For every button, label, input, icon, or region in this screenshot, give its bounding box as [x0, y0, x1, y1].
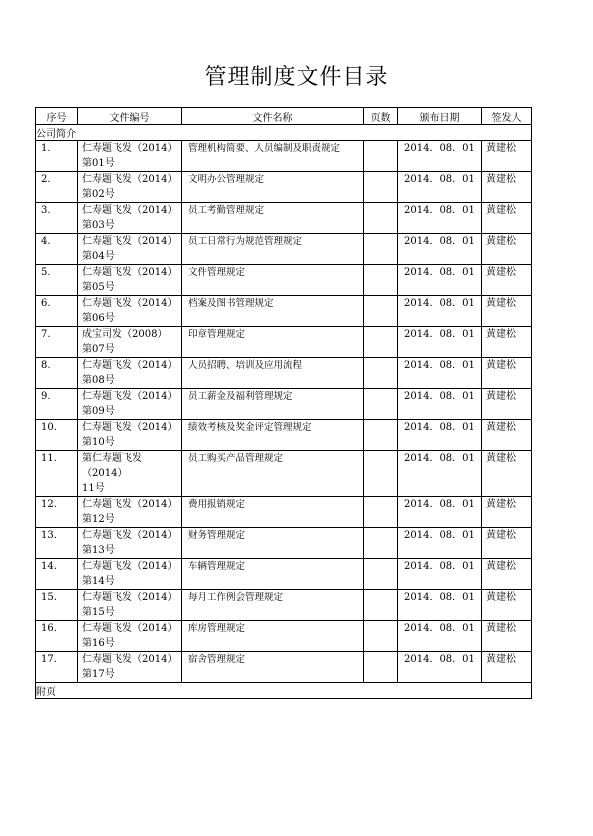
table-row — [36, 234, 532, 265]
row-signer: 黄建松 — [482, 172, 532, 203]
row-issue-date: 2014．08．01 — [398, 389, 482, 420]
row-issue-date: 2014．08．01 — [398, 172, 482, 203]
document-index-table — [35, 107, 532, 699]
row-signer: 黄建松 — [482, 265, 532, 296]
row-signer: 黄建松 — [482, 234, 532, 265]
header-issue-date: 颁布日期 — [398, 108, 482, 125]
section-row-appendix — [36, 683, 532, 699]
row-doc-code-line2: 第16号 — [82, 638, 115, 649]
row-issue-date: 2014．08．01 — [398, 559, 482, 590]
header-doc-name: 文件名称 — [182, 108, 364, 125]
row-doc-name: 费用报销规定 — [182, 497, 364, 528]
row-doc-code-line1: 仁寿题飞发（2014） — [82, 298, 178, 309]
row-pages — [364, 420, 398, 451]
row-serial: 3. — [36, 203, 78, 234]
row-doc-code — [78, 234, 182, 265]
row-doc-code-line1: 仁寿题飞发（2014） — [82, 267, 178, 278]
row-doc-code-line2: 第09号 — [82, 406, 115, 417]
row-serial: 1. — [36, 141, 78, 172]
row-issue-date: 2014．08．01 — [398, 451, 482, 497]
table-row — [36, 590, 532, 621]
row-doc-code-line1: 仁寿题飞发（2014） — [82, 174, 178, 185]
row-doc-code-line2: 第06号 — [82, 313, 115, 324]
row-issue-date: 2014．08．01 — [398, 203, 482, 234]
row-doc-name: 车辆管理规定 — [182, 559, 364, 590]
row-serial: 13. — [36, 528, 78, 559]
row-pages — [364, 559, 398, 590]
row-issue-date: 2014．08．01 — [398, 652, 482, 683]
row-pages — [364, 327, 398, 358]
row-issue-date: 2014．08．01 — [398, 528, 482, 559]
row-doc-code-line1: 仁寿题飞发（2014） — [82, 530, 178, 541]
row-doc-code-line2: 第07号 — [82, 344, 115, 355]
row-doc-code-line1: 仁寿题飞发（2014） — [82, 592, 178, 603]
row-doc-code-line1: 仁寿题飞发（2014） — [82, 360, 178, 371]
row-pages — [364, 389, 398, 420]
row-doc-name: 每月工作例会管理规定 — [182, 590, 364, 621]
row-doc-code-line1: 仁寿题飞发（2014） — [82, 654, 178, 665]
row-doc-code — [78, 451, 182, 497]
row-doc-code-line2: 第02号 — [82, 189, 115, 200]
row-pages — [364, 590, 398, 621]
header-doc-code: 文件编号 — [78, 108, 182, 125]
row-doc-code-line2: 第15号 — [82, 607, 115, 618]
header-signer: 签发人 — [482, 108, 532, 125]
row-issue-date: 2014．08．01 — [398, 497, 482, 528]
row-signer: 黄建松 — [482, 497, 532, 528]
row-doc-name: 印章管理规定 — [182, 327, 364, 358]
row-doc-code-line1: 仁寿题飞发（2014） — [82, 499, 178, 510]
section-row-company-intro — [36, 125, 532, 141]
row-doc-code-line1: 仁寿题飞发（2014） — [82, 561, 178, 572]
row-doc-code — [78, 141, 182, 172]
table-row — [36, 358, 532, 389]
table-row — [36, 652, 532, 683]
row-doc-code-line1: 仁寿题飞发（2014） — [82, 391, 178, 402]
table-row — [36, 172, 532, 203]
row-issue-date: 2014．08．01 — [398, 621, 482, 652]
row-doc-name: 财务管理规定 — [182, 528, 364, 559]
row-doc-code-line2: 第01号 — [82, 158, 115, 169]
table-row — [36, 451, 532, 497]
table-row — [36, 528, 532, 559]
row-signer: 黄建松 — [482, 621, 532, 652]
row-doc-code — [78, 358, 182, 389]
row-issue-date: 2014．08．01 — [398, 141, 482, 172]
row-doc-code-line1: 仁寿题飞发（2014） — [82, 422, 178, 433]
row-doc-name: 文明办公管理规定 — [182, 172, 364, 203]
row-doc-code — [78, 621, 182, 652]
row-doc-code-line2: 第10号 — [82, 437, 115, 448]
row-serial: 14. — [36, 559, 78, 590]
table-header-row — [36, 108, 532, 125]
row-pages — [364, 451, 398, 497]
row-doc-name: 绩效考核及奖金评定管理规定 — [182, 420, 364, 451]
row-pages — [364, 203, 398, 234]
row-signer: 黄建松 — [482, 451, 532, 497]
row-doc-name: 管理机构简要、人员编制及职责规定 — [182, 141, 364, 172]
row-signer: 黄建松 — [482, 652, 532, 683]
row-serial: 11. — [36, 451, 78, 497]
row-doc-name: 库房管理规定 — [182, 621, 364, 652]
row-doc-code — [78, 265, 182, 296]
section-label: 公司简介 — [36, 125, 532, 141]
row-signer: 黄建松 — [482, 327, 532, 358]
row-issue-date: 2014．08．01 — [398, 296, 482, 327]
page-title: 管理制度文件目录 — [204, 65, 389, 90]
row-doc-code-line2: 第08号 — [82, 375, 115, 386]
row-doc-code — [78, 559, 182, 590]
row-doc-code-line2: 第03号 — [82, 220, 115, 231]
row-doc-code — [78, 420, 182, 451]
row-doc-code — [78, 296, 182, 327]
row-doc-code — [78, 528, 182, 559]
row-issue-date: 2014．08．01 — [398, 265, 482, 296]
row-signer: 黄建松 — [482, 528, 532, 559]
row-pages — [364, 265, 398, 296]
row-doc-code-line2: 第05号 — [82, 282, 115, 293]
row-doc-name: 人员招聘、培训及应用流程 — [182, 358, 364, 389]
header-serial: 序号 — [36, 108, 78, 125]
row-issue-date: 2014．08．01 — [398, 327, 482, 358]
row-doc-code-line2: 第14号 — [82, 576, 115, 587]
row-doc-code — [78, 203, 182, 234]
row-doc-code — [78, 172, 182, 203]
row-pages — [364, 497, 398, 528]
row-serial: 6. — [36, 296, 78, 327]
row-doc-name: 文件管理规定 — [182, 265, 364, 296]
row-pages — [364, 172, 398, 203]
row-pages — [364, 141, 398, 172]
row-signer: 黄建松 — [482, 296, 532, 327]
table-row — [36, 265, 532, 296]
row-doc-name: 员工考勤管理规定 — [182, 203, 364, 234]
row-doc-code-line2: 11号 — [82, 483, 105, 494]
row-doc-code-line1: 仁寿题飞发（2014） — [82, 143, 178, 154]
row-doc-code — [78, 652, 182, 683]
row-signer: 黄建松 — [482, 389, 532, 420]
row-issue-date: 2014．08．01 — [398, 420, 482, 451]
table-row — [36, 621, 532, 652]
row-pages — [364, 528, 398, 559]
row-doc-code-line1: 仁寿题飞发（2014） — [82, 623, 178, 634]
row-issue-date: 2014．08．01 — [398, 234, 482, 265]
row-doc-code — [78, 590, 182, 621]
row-signer: 黄建松 — [482, 358, 532, 389]
row-doc-code-line1: 第仁寿题飞发（2014） — [82, 453, 142, 479]
row-doc-code-line2: 第12号 — [82, 514, 115, 525]
row-serial: 8. — [36, 358, 78, 389]
row-doc-code-line2: 第04号 — [82, 251, 115, 262]
table-row — [36, 559, 532, 590]
row-signer: 黄建松 — [482, 420, 532, 451]
row-serial: 10. — [36, 420, 78, 451]
table-row — [36, 296, 532, 327]
row-signer: 黄建松 — [482, 559, 532, 590]
row-serial: 9. — [36, 389, 78, 420]
row-pages — [364, 358, 398, 389]
table-row — [36, 327, 532, 358]
row-doc-name: 员工薪金及福利管理规定 — [182, 389, 364, 420]
row-serial: 5. — [36, 265, 78, 296]
row-serial: 4. — [36, 234, 78, 265]
row-signer: 黄建松 — [482, 590, 532, 621]
row-doc-name: 员工日常行为规范管理规定 — [182, 234, 364, 265]
row-serial: 2. — [36, 172, 78, 203]
header-pages: 页数 — [364, 108, 398, 125]
row-signer: 黄建松 — [482, 203, 532, 234]
row-doc-name: 宿舍管理规定 — [182, 652, 364, 683]
row-signer: 黄建松 — [482, 141, 532, 172]
row-serial: 17. — [36, 652, 78, 683]
row-doc-code — [78, 497, 182, 528]
row-issue-date: 2014．08．01 — [398, 358, 482, 389]
row-doc-code — [78, 389, 182, 420]
row-serial: 12. — [36, 497, 78, 528]
table-row — [36, 203, 532, 234]
table-row — [36, 141, 532, 172]
table-row — [36, 389, 532, 420]
row-pages — [364, 621, 398, 652]
row-doc-code-line1: 仁寿题飞发（2014） — [82, 236, 178, 247]
table-row — [36, 497, 532, 528]
row-issue-date: 2014．08．01 — [398, 590, 482, 621]
row-pages — [364, 234, 398, 265]
row-doc-code-line1: 仁寿题飞发（2014） — [82, 205, 178, 216]
row-doc-code-line2: 第17号 — [82, 669, 115, 680]
row-doc-name: 档案及图书管理规定 — [182, 296, 364, 327]
row-pages — [364, 296, 398, 327]
row-pages — [364, 652, 398, 683]
row-serial: 7. — [36, 327, 78, 358]
table-row — [36, 420, 532, 451]
row-doc-name: 员工购买产品管理规定 — [182, 451, 364, 497]
row-doc-code-line2: 第13号 — [82, 545, 115, 556]
row-doc-code — [78, 327, 182, 358]
row-serial: 15. — [36, 590, 78, 621]
section-label: 附页 — [36, 683, 532, 699]
row-doc-code-line1: 成宝司发（2008） — [82, 329, 168, 340]
row-serial: 16. — [36, 621, 78, 652]
